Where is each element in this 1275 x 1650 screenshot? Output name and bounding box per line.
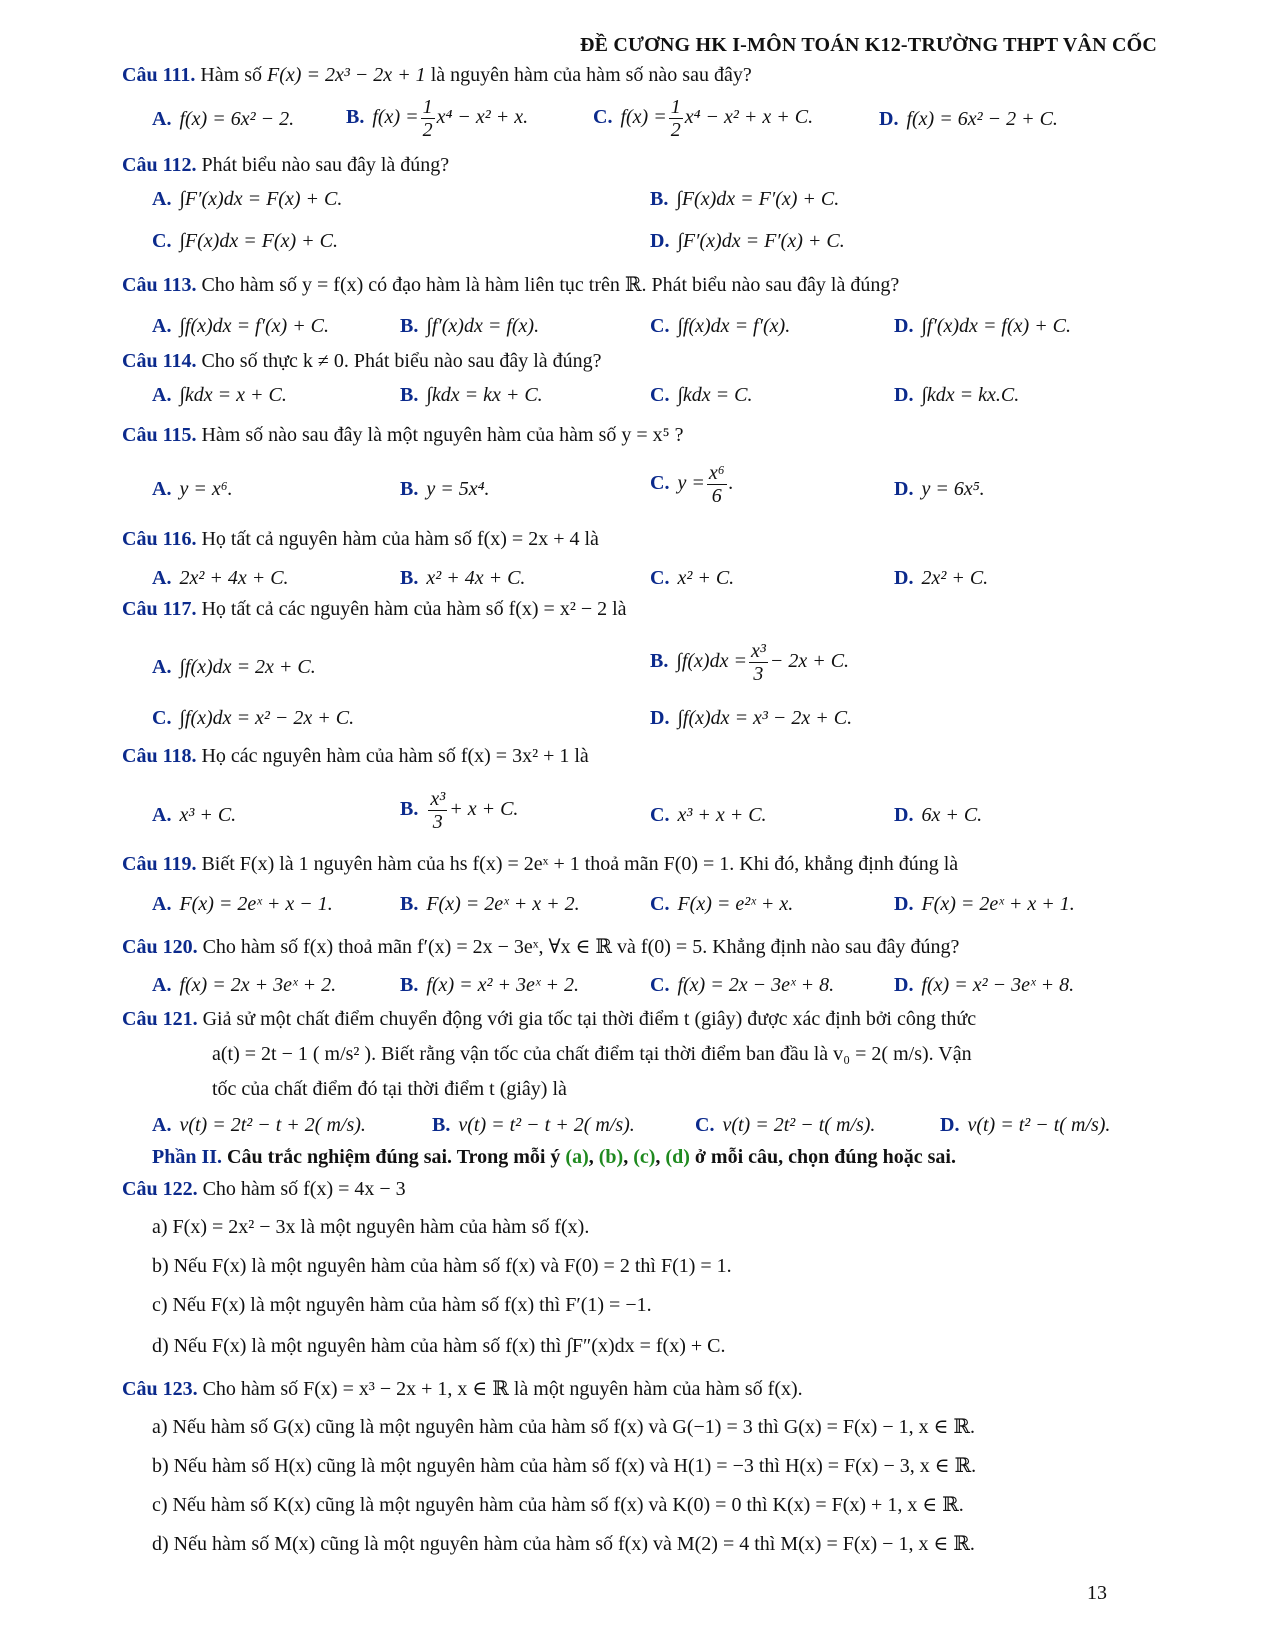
question-111: [122, 64, 752, 87]
option-112-c[interactable]: C. ∫F(x)dx = F(x) + C.: [152, 230, 338, 252]
fraction: $\frac{1}{2}$: [422, 96, 433, 141]
question-116: Câu 116. Họ tất cả nguyên hàm của hàm số f(x) = 2x + 4 là: [122, 528, 599, 550]
option-119-c[interactable]: C. F(x) = e²ˣ + x.: [650, 893, 794, 915]
option-116-b[interactable]: B. x² + 4x + C.: [400, 567, 526, 589]
question-117: Câu 117. Họ tất cả các nguyên hàm của hàm số f(x) = x² − 2 là: [122, 598, 627, 620]
question-label: Câu 111.: [122, 64, 196, 86]
page-header: ĐỀ CƯƠNG HK I-MÔN TOÁN K12-TRƯỜNG THPT VÂN CỐC: [579, 34, 1157, 56]
option-116-c[interactable]: C. x² + C.: [650, 567, 735, 589]
question-121: Câu 121. Giả sử một chất điểm chuyển động với gia tốc tại thời điểm t (giây) được xác định bởi công thức: [122, 1008, 977, 1030]
option-115-c[interactable]: C. y = $\frac{\text{x⁶}}{6}$ .: [650, 462, 734, 507]
option-113-b[interactable]: B. ∫f′(x)dx = f(x).: [400, 315, 540, 337]
question-115: Câu 115. Hàm số nào sau đây là một nguyên hàm của hàm số y = x⁵ ?: [122, 424, 684, 446]
option-118-a[interactable]: A. x³ + C.: [152, 804, 237, 826]
question-expr: F(x) = 2x³ − 2x + 1: [267, 64, 426, 86]
option-111-c[interactable]: C. f(x) = $\frac{1}{2}$ x⁴ − x² + x + C.: [593, 96, 814, 141]
option-118-c[interactable]: C. x³ + x + C.: [650, 804, 767, 826]
option-121-b[interactable]: B. v(t) = t² − t + 2( m/s).: [432, 1114, 635, 1136]
option-118-d[interactable]: D. 6x + C.: [894, 804, 983, 826]
statement-123-c[interactable]: c) Nếu hàm số K(x) cũng là một nguyên hàm của hàm số f(x) và K(0) = 0 thì K(x) = F(x) + 1, x ∈ ℝ.: [152, 1494, 964, 1516]
statement-122-b[interactable]: b) Nếu F(x) là một nguyên hàm của hàm số f(x) và F(0) = 2 thì F(1) = 1.: [152, 1255, 732, 1277]
option-121-d[interactable]: D. v(t) = t² − t( m/s).: [940, 1114, 1111, 1136]
option-116-d[interactable]: D. 2x² + C.: [894, 567, 989, 589]
option-111-b[interactable]: B. f(x) = $\frac{1}{2}$ x⁴ − x² + x.: [346, 96, 529, 141]
statement-123-b[interactable]: b) Nếu hàm số H(x) cũng là một nguyên hàm của hàm số f(x) và H(1) = −3 thì H(x) = F(x) − 3, x ∈ ℝ.: [152, 1455, 977, 1477]
question-122: Câu 122. Cho hàm số f(x) = 4x − 3: [122, 1178, 406, 1200]
question-118: Câu 118. Họ các nguyên hàm của hàm số f(x) = 3x² + 1 là: [122, 745, 589, 767]
option-113-d[interactable]: D. ∫f′(x)dx = f(x) + C.: [894, 315, 1072, 337]
option-115-b[interactable]: B. y = 5x⁴.: [400, 478, 490, 500]
statement-122-d[interactable]: d) Nếu F(x) là một nguyên hàm của hàm số f(x) thì ∫F″(x)dx = f(x) + C.: [152, 1335, 726, 1357]
section-heading-part-2: Phần II. Câu trắc nghiệm đúng sai. Trong mỗi ý (a), (b), (c), (d) ở mỗi câu, chọn đúng hoặc sai.: [152, 1146, 956, 1168]
question-114: Câu 114. Cho số thực k ≠ 0. Phát biểu nào sau đây là đúng?: [122, 350, 602, 372]
option-115-d[interactable]: D. y = 6x⁵.: [894, 478, 985, 500]
option-117-c[interactable]: C. ∫f(x)dx = x² − 2x + C.: [152, 707, 355, 729]
option-121-a[interactable]: A. v(t) = 2t² − t + 2( m/s).: [152, 1114, 366, 1136]
page-number: 13: [1087, 1582, 1107, 1604]
fraction: $\frac{1}{2}$: [670, 96, 681, 141]
option-114-c[interactable]: C. ∫kdx = C.: [650, 384, 753, 406]
fraction: $\frac{\text{x³}}{3}$: [430, 788, 446, 833]
option-114-b[interactable]: B. ∫kdx = kx + C.: [400, 384, 543, 406]
option-114-d[interactable]: D. ∫kdx = kx.C.: [894, 384, 1020, 406]
option-120-c[interactable]: C. f(x) = 2x − 3eˣ + 8.: [650, 974, 835, 996]
statement-122-a[interactable]: a) F(x) = 2x² − 3x là một nguyên hàm của hàm số f(x).: [152, 1216, 590, 1238]
option-121-c[interactable]: C. v(t) = 2t² − t( m/s).: [695, 1114, 876, 1136]
option-120-a[interactable]: A. f(x) = 2x + 3eˣ + 2.: [152, 974, 337, 996]
question-113: Câu 113. Cho hàm số y = f(x) có đạo hàm là hàm liên tục trên ℝ. Phát biểu nào sau đây là đúng?: [122, 274, 900, 296]
question-112: Câu 112. Phát biểu nào sau đây là đúng?: [122, 154, 450, 176]
option-118-b[interactable]: B. $\frac{\text{x³}}{3}$ + x + C.: [400, 788, 519, 833]
statement-122-c[interactable]: c) Nếu F(x) là một nguyên hàm của hàm số f(x) thì F′(1) = −1.: [152, 1294, 652, 1316]
option-117-a[interactable]: A. ∫f(x)dx = 2x + C.: [152, 656, 316, 678]
option-113-c[interactable]: C. ∫f(x)dx = f′(x).: [650, 315, 791, 337]
option-117-d[interactable]: D. ∫f(x)dx = x³ − 2x + C.: [650, 707, 853, 729]
option-111-d[interactable]: D. f(x) = 6x² − 2 + C.: [879, 108, 1058, 130]
option-112-a[interactable]: A. ∫F′(x)dx = F(x) + C.: [152, 188, 343, 210]
option-119-b[interactable]: B. F(x) = 2eˣ + x + 2.: [400, 893, 580, 915]
option-120-b[interactable]: B. f(x) = x² + 3eˣ + 2.: [400, 974, 579, 996]
question-121-line-3: tốc của chất điểm đó tại thời điểm t (giây) là: [212, 1078, 567, 1100]
question-119: Câu 119. Biết F(x) là 1 nguyên hàm của hs f(x) = 2eˣ + 1 thoả mãn F(0) = 1. Khi đó, khẳng định đúng là: [122, 853, 959, 875]
question-stem-end: là nguyên hàm của hàm số nào sau đây?: [430, 64, 752, 86]
question-stem: Hàm số: [200, 64, 263, 86]
option-111-a[interactable]: A. f(x) = 6x² − 2.: [152, 108, 295, 130]
option-115-a[interactable]: A. y = x⁶.: [152, 478, 233, 500]
question-123: Câu 123. Cho hàm số F(x) = x³ − 2x + 1, x ∈ ℝ là một nguyên hàm của hàm số f(x).: [122, 1378, 803, 1400]
statement-123-a[interactable]: a) Nếu hàm số G(x) cũng là một nguyên hàm của hàm số f(x) và G(−1) = 3 thì G(x) = F(x) − 1, x ∈ ℝ.: [152, 1416, 976, 1438]
option-117-b[interactable]: B. ∫f(x)dx = $\frac{\text{x³}}{3}$ − 2x + C.: [650, 640, 850, 685]
option-119-d[interactable]: D. F(x) = 2eˣ + x + 1.: [894, 893, 1075, 915]
option-120-d[interactable]: D. f(x) = x² − 3eˣ + 8.: [894, 974, 1075, 996]
option-116-a[interactable]: A. 2x² + 4x + C.: [152, 567, 289, 589]
option-119-a[interactable]: A. F(x) = 2eˣ + x − 1.: [152, 893, 333, 915]
option-114-a[interactable]: A. ∫kdx = x + C.: [152, 384, 287, 406]
fraction: $\frac{\text{x⁶}}{6}$: [708, 462, 725, 507]
option-112-b[interactable]: B. ∫F(x)dx = F′(x) + C.: [650, 188, 840, 210]
fraction: $\frac{\text{x³}}{3}$: [750, 640, 766, 685]
option-112-d[interactable]: D. ∫F′(x)dx = F′(x) + C.: [650, 230, 845, 252]
statement-123-d[interactable]: d) Nếu hàm số M(x) cũng là một nguyên hàm của hàm số f(x) và M(2) = 4 thì M(x) = F(x) − 1, x ∈ ℝ.: [152, 1533, 975, 1555]
option-113-a[interactable]: A. ∫f(x)dx = f′(x) + C.: [152, 315, 330, 337]
question-120: Câu 120. Cho hàm số f(x) thoả mãn f′(x) = 2x − 3eˣ, ∀x ∈ ℝ và f(0) = 5. Khẳng định nào sau đây đúng?: [122, 936, 960, 958]
question-121-line-2: a(t) = 2t − 1 ( m/s² ). Biết rằng vận tốc của chất điểm tại thời điểm ban đầu là v₀ = 2( m/s). Vận: [212, 1043, 972, 1065]
